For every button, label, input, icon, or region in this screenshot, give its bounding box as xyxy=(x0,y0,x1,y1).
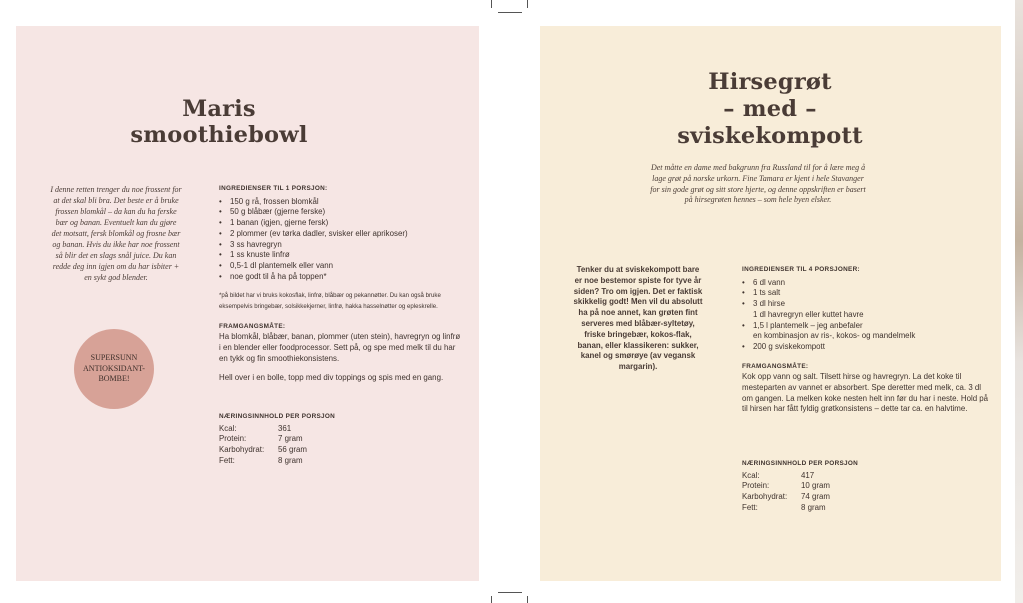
crop-mark-bottom xyxy=(491,596,492,603)
nutrition-label: Karbohydrat: xyxy=(742,492,788,502)
method-step: Kok opp vann og salt. Tilsett hirse og havregryn. La det koke til mesteparten av vannet er absorbert. Spe deretter med melk, ca. 3 dl om gangen. La melken koke nesten helt inn før du har i neste. Hold på til hirsen har fått fyldig grøtkonsistens – dette tar ca. en halvtime. xyxy=(742,372,989,414)
ingredient-item: • 150 g rå, frossen blomkål xyxy=(219,197,464,208)
ingredient-sub: en kombinasjon av ris-, kokos- og mandelmelk xyxy=(753,331,916,341)
nutrition-value: 74 gram xyxy=(801,492,830,502)
nutrition-label: Karbohydrat: xyxy=(219,444,265,454)
ingredient-item: • 50 g blåbær (gjerne ferske) xyxy=(219,207,464,218)
title-line: – med – xyxy=(723,96,817,122)
nutrition-value: 7 gram xyxy=(278,434,303,444)
nutrition-label: Fett: xyxy=(742,502,758,512)
nutrition-row xyxy=(742,503,830,514)
nutrition-label: Fett: xyxy=(219,455,235,465)
method-step: Hell over i en bolle, topp med div toppings og spis med en gang. xyxy=(219,373,444,383)
recipe-intro: Det måtte en dame med bakgrunn fra Russland til for å lære meg å lage grøt på norske urkorn. Fine Tamara er kjent i hele Stavanger for sin gode grøt og sitt store hjerte, og denne oppskriften er basert på hirsegrøten hennes – som hele byen elsker. xyxy=(650,163,866,205)
nutrition-label: Kcal: xyxy=(742,470,760,480)
ingredient-main: 1 ts salt xyxy=(753,288,781,298)
nutrition-label: Protein: xyxy=(742,481,770,491)
ingredient-main: 3 dl hirse xyxy=(753,299,786,309)
ingredients-list xyxy=(219,197,464,283)
ingredient-main: 6 dl vann xyxy=(753,277,786,287)
crop-mark-bottom xyxy=(527,596,528,603)
recipe-intro: I denne retten trenger du noe frossent for at det skal bli bra. Det beste er å bruke frossen blomkål – da kan du ha ferske bær og banan. Eventuelt kan du gjøre det motsatt, fersk blomkål og frosne bær og banan. Hvis du ikke har noe frossent så blir det en slags snål juice. Du kan redde deg inn igjen om du har isbiter + en sykt god blender. xyxy=(50,185,182,282)
ingredients-list xyxy=(742,278,992,353)
nutrition-row xyxy=(742,492,830,503)
highlight-badge xyxy=(74,329,154,409)
method-heading: FRAMGANGSMÅTE: xyxy=(219,322,286,330)
recipe-title xyxy=(96,96,342,148)
ingredient-item xyxy=(742,278,992,289)
nutrition-row xyxy=(219,434,307,445)
recipe-details xyxy=(219,184,464,466)
ingredients-heading: INGREDIENSER TIL 1 PORSJON: xyxy=(219,185,328,192)
recipe-lead: Tenker du at sviskekompott bare er noe bestemor spiste for tyve år siden? Tro om igjen. Det er faktisk skikkelig godt! Men vil du absolutt ha på noe annet, kan grøten fint serveres med blåbær-syltetøy, friske bringebær, kokos-flak, banan, eller klassikeren: sukker, kanel og smørøye (av vegansk margarin). xyxy=(573,265,703,372)
title-line: Maris xyxy=(182,96,256,122)
ingredient-item: • 0,5-1 dl plantemelk eller vann xyxy=(219,261,464,272)
nutrition-value: 8 gram xyxy=(278,455,303,465)
ingredient-note: *på bildet har vi bruks kokosflak, linfrø, blåbær og pekannøtter. Du kan også bruke eksempelvis bringebær, solsikkekjerner, linfrø, hakka hasselnøtter og epleskrelle. xyxy=(219,292,441,310)
nutrition-label: Kcal: xyxy=(219,423,237,433)
recipe-details xyxy=(742,265,992,513)
ingredient-item: • 1 ss knuste linfrø xyxy=(219,250,464,261)
ingredient-item: • 1 banan (igjen, gjerne fersk) xyxy=(219,218,464,229)
right-page xyxy=(540,26,1001,581)
recipe-title xyxy=(610,69,930,150)
ingredients-heading: INGREDIENSER TIL 4 PORSJONER: xyxy=(742,266,860,273)
ingredient-main: 200 g sviskekompott xyxy=(753,341,825,351)
nutrition-value: 56 gram xyxy=(278,444,307,454)
ingredient-sub: 1 dl havregryn eller kuttet havre xyxy=(753,309,864,319)
left-page xyxy=(16,26,479,581)
nutrition-table xyxy=(219,424,307,466)
nutrition-heading: NÆRINGSINNHOLD PER PORSJON xyxy=(219,413,336,421)
ingredient-item xyxy=(742,321,992,342)
method-step: Ha blomkål, blåbær, banan, plommer (uten stein), havregryn og linfrø i en blender eller foodprocessor. Sett på, og spe med melk til du har en tykk og fin smoothiekonsistens. xyxy=(219,332,461,363)
ingredient-item xyxy=(742,299,992,320)
crop-mark-top xyxy=(498,12,522,13)
nutrition-row xyxy=(219,445,307,456)
ingredient-item: • 3 ss havregryn xyxy=(219,240,464,251)
nutrition-value: 361 xyxy=(278,423,292,433)
ingredient-item xyxy=(742,342,992,353)
crop-mark-bottom xyxy=(498,592,522,593)
nutrition-heading: NÆRINGSINNHOLD PER PORSJON xyxy=(742,460,859,468)
nutrition-value: 8 gram xyxy=(801,502,826,512)
ingredient-item: • noe godt til å ha på toppen* xyxy=(219,272,464,283)
nutrition-row xyxy=(742,481,830,492)
title-line: smoothiebowl xyxy=(130,122,308,148)
nutrition-value: 10 gram xyxy=(801,481,830,491)
badge-text: SUPERSUNN ANTIOKSIDANT-BOMBE! xyxy=(83,353,145,384)
ingredient-item xyxy=(742,288,992,299)
nutrition-row xyxy=(219,456,307,467)
title-line: sviskekompott xyxy=(677,123,863,149)
adjacent-page-photo-strip xyxy=(1015,0,1023,603)
crop-mark-top xyxy=(527,0,528,8)
ingredient-main: 1,5 l plantemelk – jeg anbefaler xyxy=(753,320,863,330)
title-line: Hirsegrøt xyxy=(708,69,832,95)
nutrition-row xyxy=(742,471,830,482)
nutrition-table xyxy=(742,471,830,513)
nutrition-row xyxy=(219,424,307,435)
method-heading: FRAMGANGSMÅTE: xyxy=(742,362,809,370)
ingredient-item: • 2 plommer (ev tørka dadler, svisker eller aprikoser) xyxy=(219,229,464,240)
nutrition-value: 417 xyxy=(801,470,815,480)
crop-mark-top xyxy=(491,0,492,8)
nutrition-label: Protein: xyxy=(219,434,247,444)
